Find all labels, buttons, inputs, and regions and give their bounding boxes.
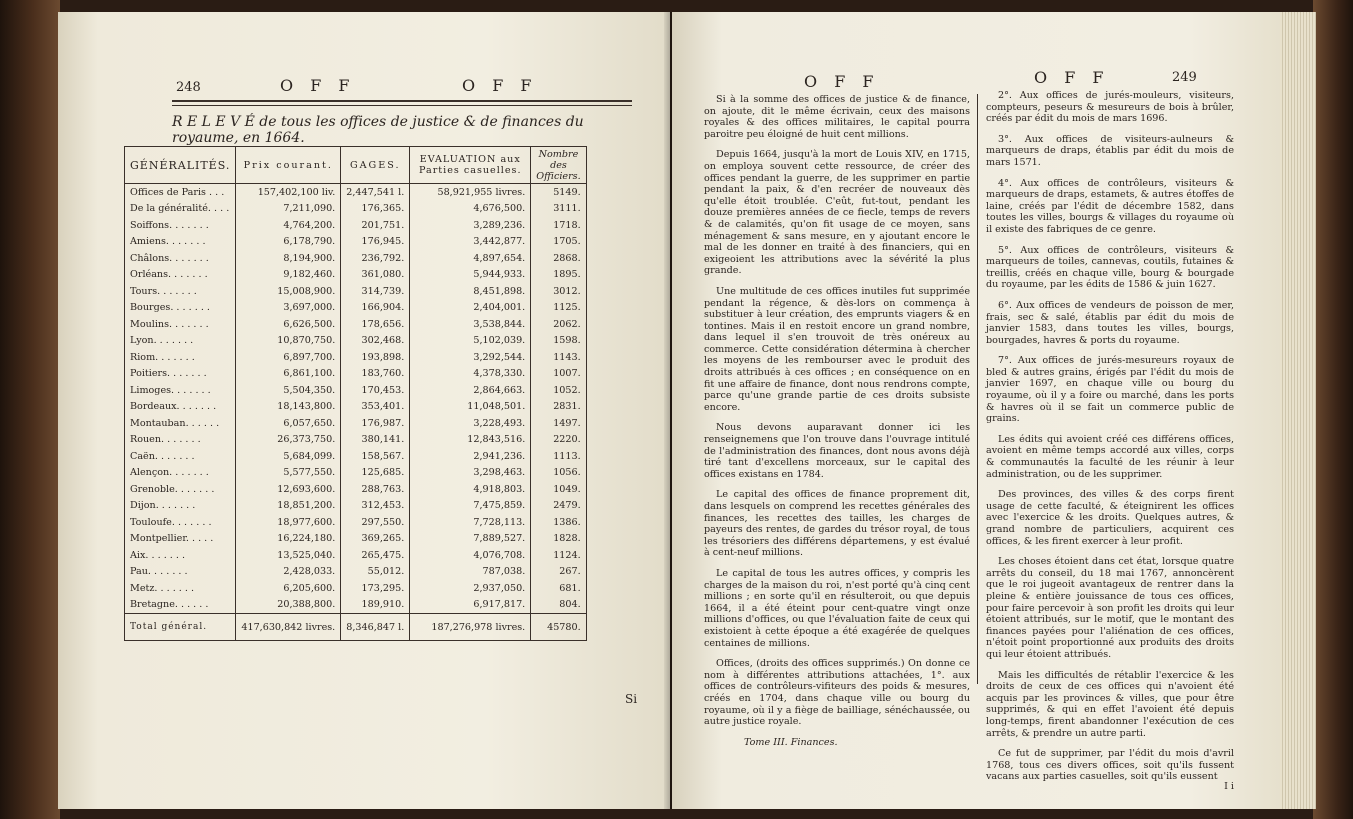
evaluation-cell: 3,292,544.: [410, 349, 531, 366]
right-page: [672, 12, 1280, 809]
gages-cell: 312,453.: [341, 498, 410, 515]
table-row: [125, 184, 587, 201]
gages-cell: 176,987.: [341, 415, 410, 432]
prix-cell: 4,764,200.: [236, 217, 341, 234]
nombre-cell: 3111.: [531, 201, 586, 218]
prix-cell: 26,373,750.: [236, 432, 341, 449]
table-row: [125, 250, 587, 267]
evaluation-cell: 2,941,236.: [410, 448, 531, 465]
generalite-cell: Bretagne. . . . . .: [130, 599, 209, 611]
prix-cell: 6,897,700.: [236, 349, 341, 366]
evaluation-cell: 6,917,817.: [410, 597, 531, 614]
text-column-2: [986, 90, 1234, 792]
paragraph: 5°. Aux offices de contrôleurs, visiteurs & marqueurs de toiles, cannevas, coutils, futaines & treillis, créés en chaque ville, bourg & bourgade du royaume, par les édits de 1586 & juin 1627.: [986, 244, 1234, 291]
evaluation-cell: 12,843,516.: [410, 432, 531, 449]
nombre-cell: 2479.: [531, 498, 586, 515]
evaluation-cell: 11,048,501.: [410, 399, 531, 416]
evaluation-cell: 3,442,877.: [410, 234, 531, 251]
generalite-cell: Poitiers. . . . . . .: [130, 368, 207, 380]
nombre-cell: 2062.: [531, 316, 586, 333]
nombre-cell: 1052.: [531, 382, 586, 399]
gages-cell: 176,365.: [341, 201, 410, 218]
total-value: 8,346,847 l.: [341, 614, 410, 641]
prix-cell: 13,525,040.: [236, 547, 341, 564]
nombre-cell: 1049.: [531, 481, 586, 498]
signature-mark: I i: [1224, 780, 1234, 792]
gages-cell: 236,792.: [341, 250, 410, 267]
evaluation-cell: 2,404,001.: [410, 300, 531, 317]
page-edges: [1280, 12, 1316, 809]
prix-cell: 15,008,900.: [236, 283, 341, 300]
offices-table: [124, 146, 587, 641]
gages-cell: 297,550.: [341, 514, 410, 531]
table-row: [125, 498, 587, 515]
running-head-right-a: O F F: [804, 72, 880, 91]
header-prix: Prix courant.: [236, 147, 341, 184]
generalite-cell: Caën. . . . . . .: [130, 450, 195, 462]
nombre-cell: 1124.: [531, 547, 586, 564]
header-gages: GAGES.: [341, 147, 410, 184]
nombre-cell: 2868.: [531, 250, 586, 267]
evaluation-cell: 2,937,050.: [410, 580, 531, 597]
gages-cell: 158,567.: [341, 448, 410, 465]
evaluation-cell: 7,889,527.: [410, 531, 531, 548]
nombre-cell: 1056.: [531, 465, 586, 482]
nombre-cell: 267.: [531, 564, 586, 581]
generalite-cell: Amiens. . . . . . .: [130, 236, 206, 248]
table-row: [125, 300, 587, 317]
evaluation-cell: 2,864,663.: [410, 382, 531, 399]
table-row: [125, 267, 587, 284]
running-head-left-a: O F F: [280, 76, 356, 95]
paragraph: 4°. Aux offices de contrôleurs, visiteurs & marqueurs de draps, estamets, & autres étoffes de laine, créés par l'édit de décembre 1582, dans toutes les villes, bourgs & villages du royaume où il existe des fabriques de ce genre.: [986, 177, 1234, 235]
evaluation-cell: 58,921,955 livres.: [410, 184, 531, 201]
total-row: [125, 614, 587, 641]
prix-cell: 6,057,650.: [236, 415, 341, 432]
paragraph: Ce fut de supprimer, par l'édit du mois d'avril 1768, tous ces divers offices, soit qu'ils fussent vacans aux parties casuelles, soit qu'ils eussent: [986, 748, 1234, 783]
table-row: [125, 564, 587, 581]
prix-cell: 20,388,800.: [236, 597, 341, 614]
gages-cell: 2,447,541 l.: [341, 184, 410, 201]
gages-cell: 125,685.: [341, 465, 410, 482]
total-value: 417,630,842 livres.: [236, 614, 341, 641]
gages-cell: 380,141.: [341, 432, 410, 449]
evaluation-cell: 3,298,463.: [410, 465, 531, 482]
prix-cell: 18,851,200.: [236, 498, 341, 515]
table-row: [125, 333, 587, 350]
table-row: [125, 481, 587, 498]
table-row: [125, 597, 587, 614]
evaluation-cell: 4,378,330.: [410, 366, 531, 383]
total-value: 45780.: [531, 614, 586, 641]
prix-cell: 18,143,800.: [236, 399, 341, 416]
catchword: Si: [625, 692, 638, 706]
table-row: [125, 201, 587, 218]
header-generalites: GÉNÉRALITÉS.: [125, 147, 236, 184]
gages-cell: 166,904.: [341, 300, 410, 317]
paragraph: Les édits qui avoient créé ces différens offices, avoient en même temps accordé aux villes, corps & communautés la faculté de les réunir à leur administration, ou de les supprimer.: [986, 433, 1234, 480]
prix-cell: 6,626,500.: [236, 316, 341, 333]
evaluation-cell: 5,944,933.: [410, 267, 531, 284]
gages-cell: 55,012.: [341, 564, 410, 581]
generalite-cell: Dijon. . . . . . .: [130, 500, 196, 512]
evaluation-cell: 3,228,493.: [410, 415, 531, 432]
table-row: [125, 283, 587, 300]
paragraph: Des provinces, des villes & des corps firent usage de cette faculté, & éteignirent les offices avec l'exercice & les droits. Quelques autres, & grand nombre de particuliers, acquirent ces offices, & les firent exercer à leur profit.: [986, 489, 1234, 547]
page-number-right: 249: [1172, 70, 1197, 85]
paragraph: Nous devons auparavant donner ici les renseignemens que l'on trouve dans l'ouvrage intitulé de l'administration des finances, dont nous avons déjà tiré tant d'excellens morceaux, sur le capital des offices existans en 1784.: [704, 422, 970, 480]
prix-cell: 6,861,100.: [236, 366, 341, 383]
nombre-cell: 2831.: [531, 399, 586, 416]
generalite-cell: Bordeaux. . . . . . .: [130, 401, 217, 413]
paragraph: Une multitude de ces offices inutiles fut supprimée pendant la régence, & dès-lors on commença à substituer à leur création, des emprunts viagers & en tontines. Mais il en restoit encore un grand nombre, dans lequel il s'en trouvoit de très onéreux au commerce. Cette considération détermina à chercher les moyens de les rembourser avec le produit des droits attribués à ces offices ; en conséquence on en fit une affaire de finance, dont nous rendrons compte, parce qu'une grande partie de ces droits subsiste encore.: [704, 285, 970, 413]
prix-cell: 10,870,750.: [236, 333, 341, 350]
table-row: [125, 580, 587, 597]
nombre-cell: 1125.: [531, 300, 586, 317]
prix-cell: 8,194,900.: [236, 250, 341, 267]
nombre-cell: 1895.: [531, 267, 586, 284]
evaluation-cell: 4,918,803.: [410, 481, 531, 498]
evaluation-cell: 7,728,113.: [410, 514, 531, 531]
generalite-cell: Châlons. . . . . . .: [130, 252, 209, 264]
nombre-cell: 3012.: [531, 283, 586, 300]
prix-cell: 6,205,600.: [236, 580, 341, 597]
evaluation-cell: 4,897,654.: [410, 250, 531, 267]
generalite-cell: Offices de Paris . . .: [130, 186, 225, 198]
generalite-cell: Grenoble. . . . . . .: [130, 483, 215, 495]
evaluation-cell: 4,076,708.: [410, 547, 531, 564]
table-row: [125, 465, 587, 482]
evaluation-cell: 7,475,859.: [410, 498, 531, 515]
generalite-cell: Limoges. . . . . . .: [130, 384, 211, 396]
table-row: [125, 234, 587, 251]
table-row: [125, 547, 587, 564]
table-row: [125, 382, 587, 399]
prix-cell: 5,684,099.: [236, 448, 341, 465]
text-column-1: [704, 94, 970, 748]
top-rule-thin: [172, 105, 632, 106]
running-head-right-b: O F F: [1034, 68, 1110, 87]
nombre-cell: 1705.: [531, 234, 586, 251]
top-rule: [172, 100, 632, 102]
generalite-cell: Rouen. . . . . . .: [130, 434, 201, 446]
paragraph: 7°. Aux offices de jurés-mesureurs royaux de bled & autres grains, érigés par l'édit du mois de janvier 1697, en chaque ville ou bourg du royaume, où il y a foire ou marché, dans les ports & havres où il se fait un commerce public de grains.: [986, 355, 1234, 425]
page-number-left: 248: [176, 80, 201, 95]
generalite-cell: De la généralité. . . .: [130, 203, 230, 215]
nombre-cell: 1007.: [531, 366, 586, 383]
evaluation-cell: 3,289,236.: [410, 217, 531, 234]
generalite-cell: Metz. . . . . . .: [130, 582, 195, 594]
nombre-cell: 5149.: [531, 184, 586, 201]
evaluation-cell: 4,676,500.: [410, 201, 531, 218]
table-row: [125, 217, 587, 234]
book-cover-left: [0, 0, 60, 819]
paragraph: 6°. Aux offices de vendeurs de poisson de mer, frais, sec & salé, établis par édit du mois de janvier 1583, dans toutes les villes, bourgs, bourgades, havres & ports du royaume.: [986, 299, 1234, 346]
evaluation-cell: 787,038.: [410, 564, 531, 581]
prix-cell: 12,693,600.: [236, 481, 341, 498]
table-row: [125, 366, 587, 383]
gages-cell: 361,080.: [341, 267, 410, 284]
paragraph: Si à la somme des offices de justice & de finance, on ajoute, dit le même écrivain, ceux des maisons royales & des offices militaires, le capital pourra paroitre peu éloigné de huit cent millions.: [704, 94, 970, 140]
nombre-cell: 1386.: [531, 514, 586, 531]
gages-cell: 302,468.: [341, 333, 410, 350]
evaluation-cell: 8,451,898.: [410, 283, 531, 300]
generalite-cell: Lyon. . . . . . .: [130, 335, 194, 347]
nombre-cell: 2220.: [531, 432, 586, 449]
generalite-cell: Orléans. . . . . . .: [130, 269, 208, 281]
nombre-cell: 1828.: [531, 531, 586, 548]
evaluation-cell: 3,538,844.: [410, 316, 531, 333]
gages-cell: 178,656.: [341, 316, 410, 333]
gages-cell: 314,739.: [341, 283, 410, 300]
generalite-cell: Alençon. . . . . . .: [130, 467, 209, 479]
gages-cell: 265,475.: [341, 547, 410, 564]
generalite-cell: Montauban. . . . . .: [130, 417, 220, 429]
paragraph: Les choses étoient dans cet état, lorsque quatre arrêts du conseil, du 18 mai 1767, annoncèrent que le roi jugeoit avantageux de rentrer dans la pleine & entière jouissance de tous ces offices, pour faire percevoir à son profit les droits qui leur étoient attribués, sur le motif, que le montant des finances payées pour l'aliénation de ces offices, n'étoit point proportionné aux produits des droits qui leur étoient attribués.: [986, 556, 1234, 660]
running-head-left-b: O F F: [462, 76, 538, 95]
header-nombre: Nombre des Officiers.: [531, 147, 586, 184]
table-row: [125, 316, 587, 333]
generalite-cell: Touloufe. . . . . . .: [130, 516, 212, 528]
gages-cell: 183,760.: [341, 366, 410, 383]
generalite-cell: Moulins. . . . . . .: [130, 318, 209, 330]
paragraph: 2°. Aux offices de jurés-mouleurs, visiteurs, compteurs, peseurs & mesureurs de bois à brûler, créés par édit du mois de mars 1696.: [986, 90, 1234, 125]
volume-footer: Tome III. Finances.: [744, 736, 838, 748]
gages-cell: 189,910.: [341, 597, 410, 614]
evaluation-cell: 5,102,039.: [410, 333, 531, 350]
generalite-cell: Soiffons. . . . . . .: [130, 219, 209, 231]
paragraph: Offices, (droits des offices supprimés.) On donne ce nom à différentes attributions attachées, 1°. aux offices de contrôleurs-vifiteurs des poids & mesures, créés en 1704, dans chaque ville ou bourg du royaume, où il y a fiège de bailliage, sénéchaussée, ou autre justice royale.: [704, 658, 970, 728]
generalite-cell: Aix. . . . . . .: [130, 549, 186, 561]
generalite-cell: Pau. . . . . . .: [130, 566, 188, 578]
column-divider: [977, 94, 978, 684]
book-cover-right: [1313, 0, 1353, 819]
table-row: [125, 448, 587, 465]
prix-cell: 9,182,460.: [236, 267, 341, 284]
header-evaluation: EVALUATION aux Parties casuelles.: [410, 147, 531, 184]
nombre-cell: 1143.: [531, 349, 586, 366]
paragraph: Depuis 1664, jusqu'à la mort de Louis XIV, en 1715, on employa souvent cette ressource, de créer des offices pendant la guerre, de les supprimer en partie pendant la paix, & d'en recréer de nouveaux dès qu'elle étoit troublée. C'eût, fut-tout, pendant les douze premières années de ce fiecle, temps de revers & de calamités, qu'on fit usage de ce moyen, sans ménagement & sans mesure, en y ajoutant encore le mal de les donner en traité à des financiers, qui en exigeoient les attributions avec la sévérité la plus grande.: [704, 149, 970, 277]
prix-cell: 16,224,180.: [236, 531, 341, 548]
nombre-cell: 1497.: [531, 415, 586, 432]
table-row: [125, 415, 587, 432]
gages-cell: 353,401.: [341, 399, 410, 416]
gages-cell: 176,945.: [341, 234, 410, 251]
total-label: Total général.: [125, 614, 236, 641]
prix-cell: 5,504,350.: [236, 382, 341, 399]
gages-cell: 173,295.: [341, 580, 410, 597]
nombre-cell: 681.: [531, 580, 586, 597]
nombre-cell: 1718.: [531, 217, 586, 234]
gages-cell: 201,751.: [341, 217, 410, 234]
table-row: [125, 432, 587, 449]
prix-cell: 2,428,033.: [236, 564, 341, 581]
gages-cell: 170,453.: [341, 382, 410, 399]
total-value: 187,276,978 livres.: [410, 614, 531, 641]
table-row: [125, 399, 587, 416]
generalite-cell: Montpellier. . . . .: [130, 533, 214, 545]
generalite-cell: Riom. . . . . . .: [130, 351, 195, 363]
table-row: [125, 514, 587, 531]
nombre-cell: 1598.: [531, 333, 586, 350]
paragraph: Le capital des offices de finance proprement dit, dans lesquels on comprend les recettes générales des finances, les recettes des tailles, les charges de payeurs des rentes, de gardes du trésor royal, de tous les trésoriers des différens départemens, y est évalué à cent-neuf millions.: [704, 489, 970, 559]
paragraph: Mais les difficultés de rétablir l'exercice & les droits de ceux de ces offices qui n'avoient été acquis par les provinces & villes, que pour être supprimés, & qui en effet l'avoient été depuis long-temps, firent abandonner l'exécution de ces arrêts, & prendre un autre parti.: [986, 669, 1234, 739]
generalite-cell: Bourges. . . . . . .: [130, 302, 210, 314]
prix-cell: 157,402,100 liv.: [236, 184, 341, 201]
generalite-cell: Tours. . . . . . .: [130, 285, 197, 297]
table-row: [125, 349, 587, 366]
nombre-cell: 1113.: [531, 448, 586, 465]
prix-cell: 18,977,600.: [236, 514, 341, 531]
gages-cell: 288,763.: [341, 481, 410, 498]
prix-cell: 3,697,000.: [236, 300, 341, 317]
table-title: R E L E V É de tous les offices de justice & de finances du royaume, en 1664.: [172, 114, 584, 146]
gages-cell: 369,265.: [341, 531, 410, 548]
paragraph: Le capital de tous les autres offices, y compris les charges de la maison du roi, n'est porté qu'à cinq cent millions ; en sorte qu'il en résulteroit, ou que depuis 1664, il a été éteint pour cent-quatre vingt onze millions d'offices, ou que l'évaluation faite de ceux qui existoient à cette époque a été exagérée de quelques centaines de millions.: [704, 567, 970, 649]
paragraph: 3°. Aux offices de visiteurs-aulneurs & marqueurs de draps, établis par édit du mois de mars 1571.: [986, 133, 1234, 168]
prix-cell: 7,211,090.: [236, 201, 341, 218]
nombre-cell: 804.: [531, 597, 586, 614]
prix-cell: 6,178,790.: [236, 234, 341, 251]
table-row: [125, 531, 587, 548]
gages-cell: 193,898.: [341, 349, 410, 366]
prix-cell: 5,577,550.: [236, 465, 341, 482]
